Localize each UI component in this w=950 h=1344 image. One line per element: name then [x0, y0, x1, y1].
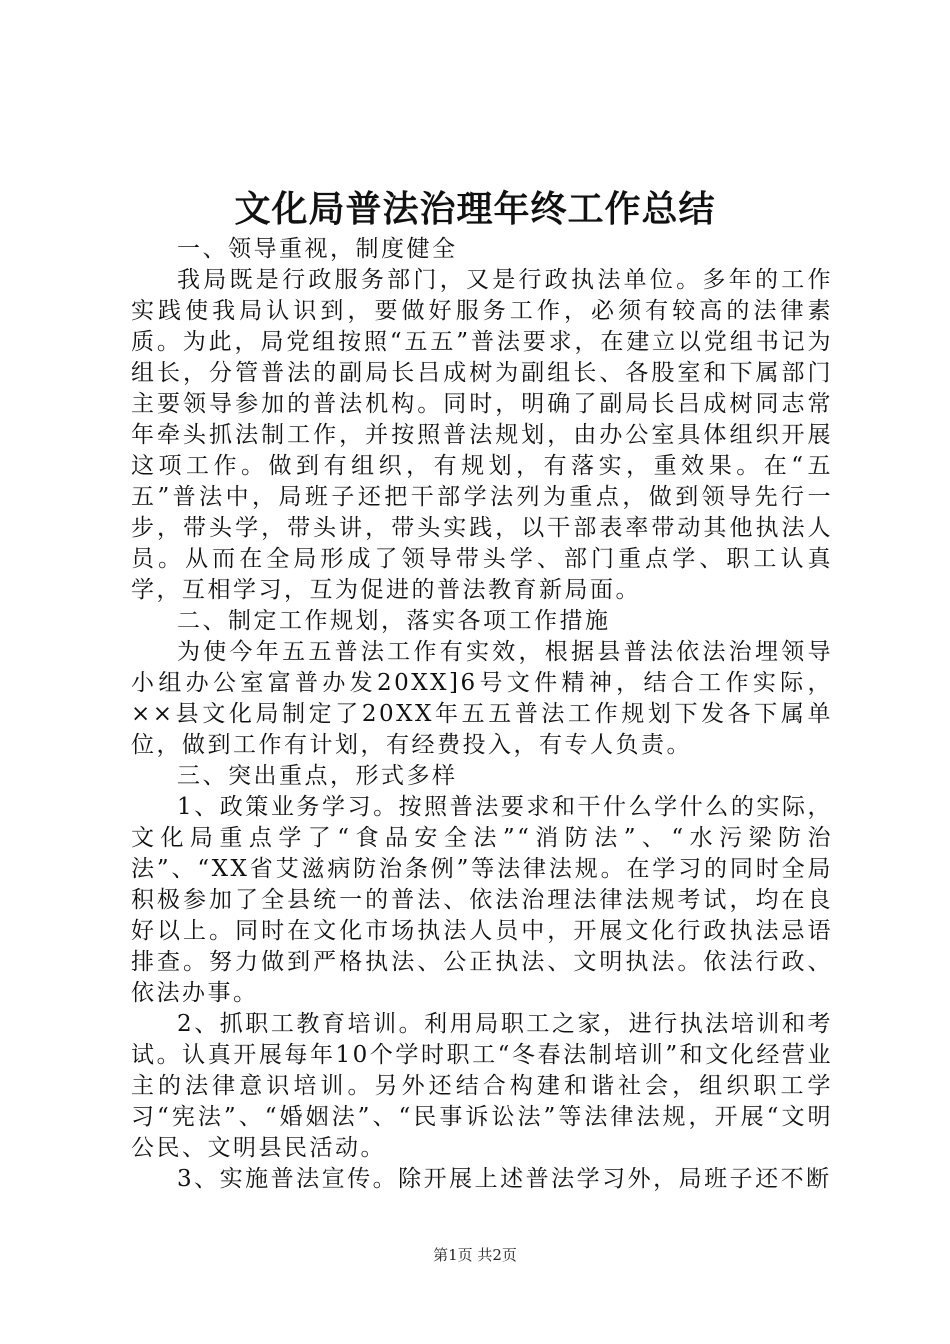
document-title: 文化局普法治理年终工作总结 — [234, 188, 716, 230]
body-paragraph-1: 我局既是行政服务部门，又是行政执法单位。多年的工作实践使我局认识到，要做好服务工作，必须有较高的法律素质。为此，局党组按照“五五”普法要求，在建立以党组书记为组长，分管普法的副局长吕成树为副组长、各股室和下属部门主要领导参加的普法机构。同时，明确了副局长吕成树同志常年牵头抓法制工作，并按照普法规划，由办公室具体组织开展这项工作。做到有组织，有规划，有落实，重效果。在“五五”普法中，局班子还把干部学法列为重点，做到领导先行一步，带头学，带头讲，带头实践，以干部表率带动其他执法人员。从而在全局形成了领导带头学、部门重点学、职工认真学，互相学习，互为促进的普法教育新局面。 — [131, 267, 833, 603]
section-heading-2: 二、制定工作规划，落实各项工作措施 — [177, 608, 611, 634]
section-heading-3: 三、突出重点，形式多样 — [177, 763, 458, 789]
document-body — [131, 234, 833, 1195]
body-paragraph-3: 1、政策业务学习。按照普法要求和干什么学什么的实际，文化局重点学了“食品安全法”“消防法”、“水污梁防治法”、“XX省艾滋病防治条例”等法律法规。在学习的同时全局积极参加了全县统一的普法、依法治理法律法规考试，均在良好以上。同时在文化市场执法人员中，开展文化行政执法忌语排查。努力做到严格执法、公正执法、文明执法。依法行政、依法办事。 — [131, 794, 833, 1006]
body-paragraph-2: 为使今年五五普法工作有实效，根据县普法依法治埋领导小组办公室富普办发20XX]6号文件精神，结合工作实际，××县文化局制定了20XX年五五普法工作规划下发各下属单位，做到工作有计划，有经费投入，有专人负责。 — [131, 639, 833, 758]
body-paragraph-5: 3、实施普法宣传。除开展上述普法学习外，局班子还不断 — [177, 1166, 832, 1192]
section-heading-1: 一、领导重视，制度健全 — [177, 236, 458, 262]
page-footer: 第1页 共2页 — [433, 1246, 517, 1264]
body-paragraph-4: 2、抓职工教育培训。利用局职工之家，进行执法培训和考试。认真开展每年10个学时职工“冬春法制培训”和文化经营业主的法律意识培训。另外还结合构建和谐社会，组织职工学习“宪法”、“婚姻法”、“民事诉讼法”等法律法规，开展“文明公民、文明县民活动。 — [131, 1011, 833, 1161]
